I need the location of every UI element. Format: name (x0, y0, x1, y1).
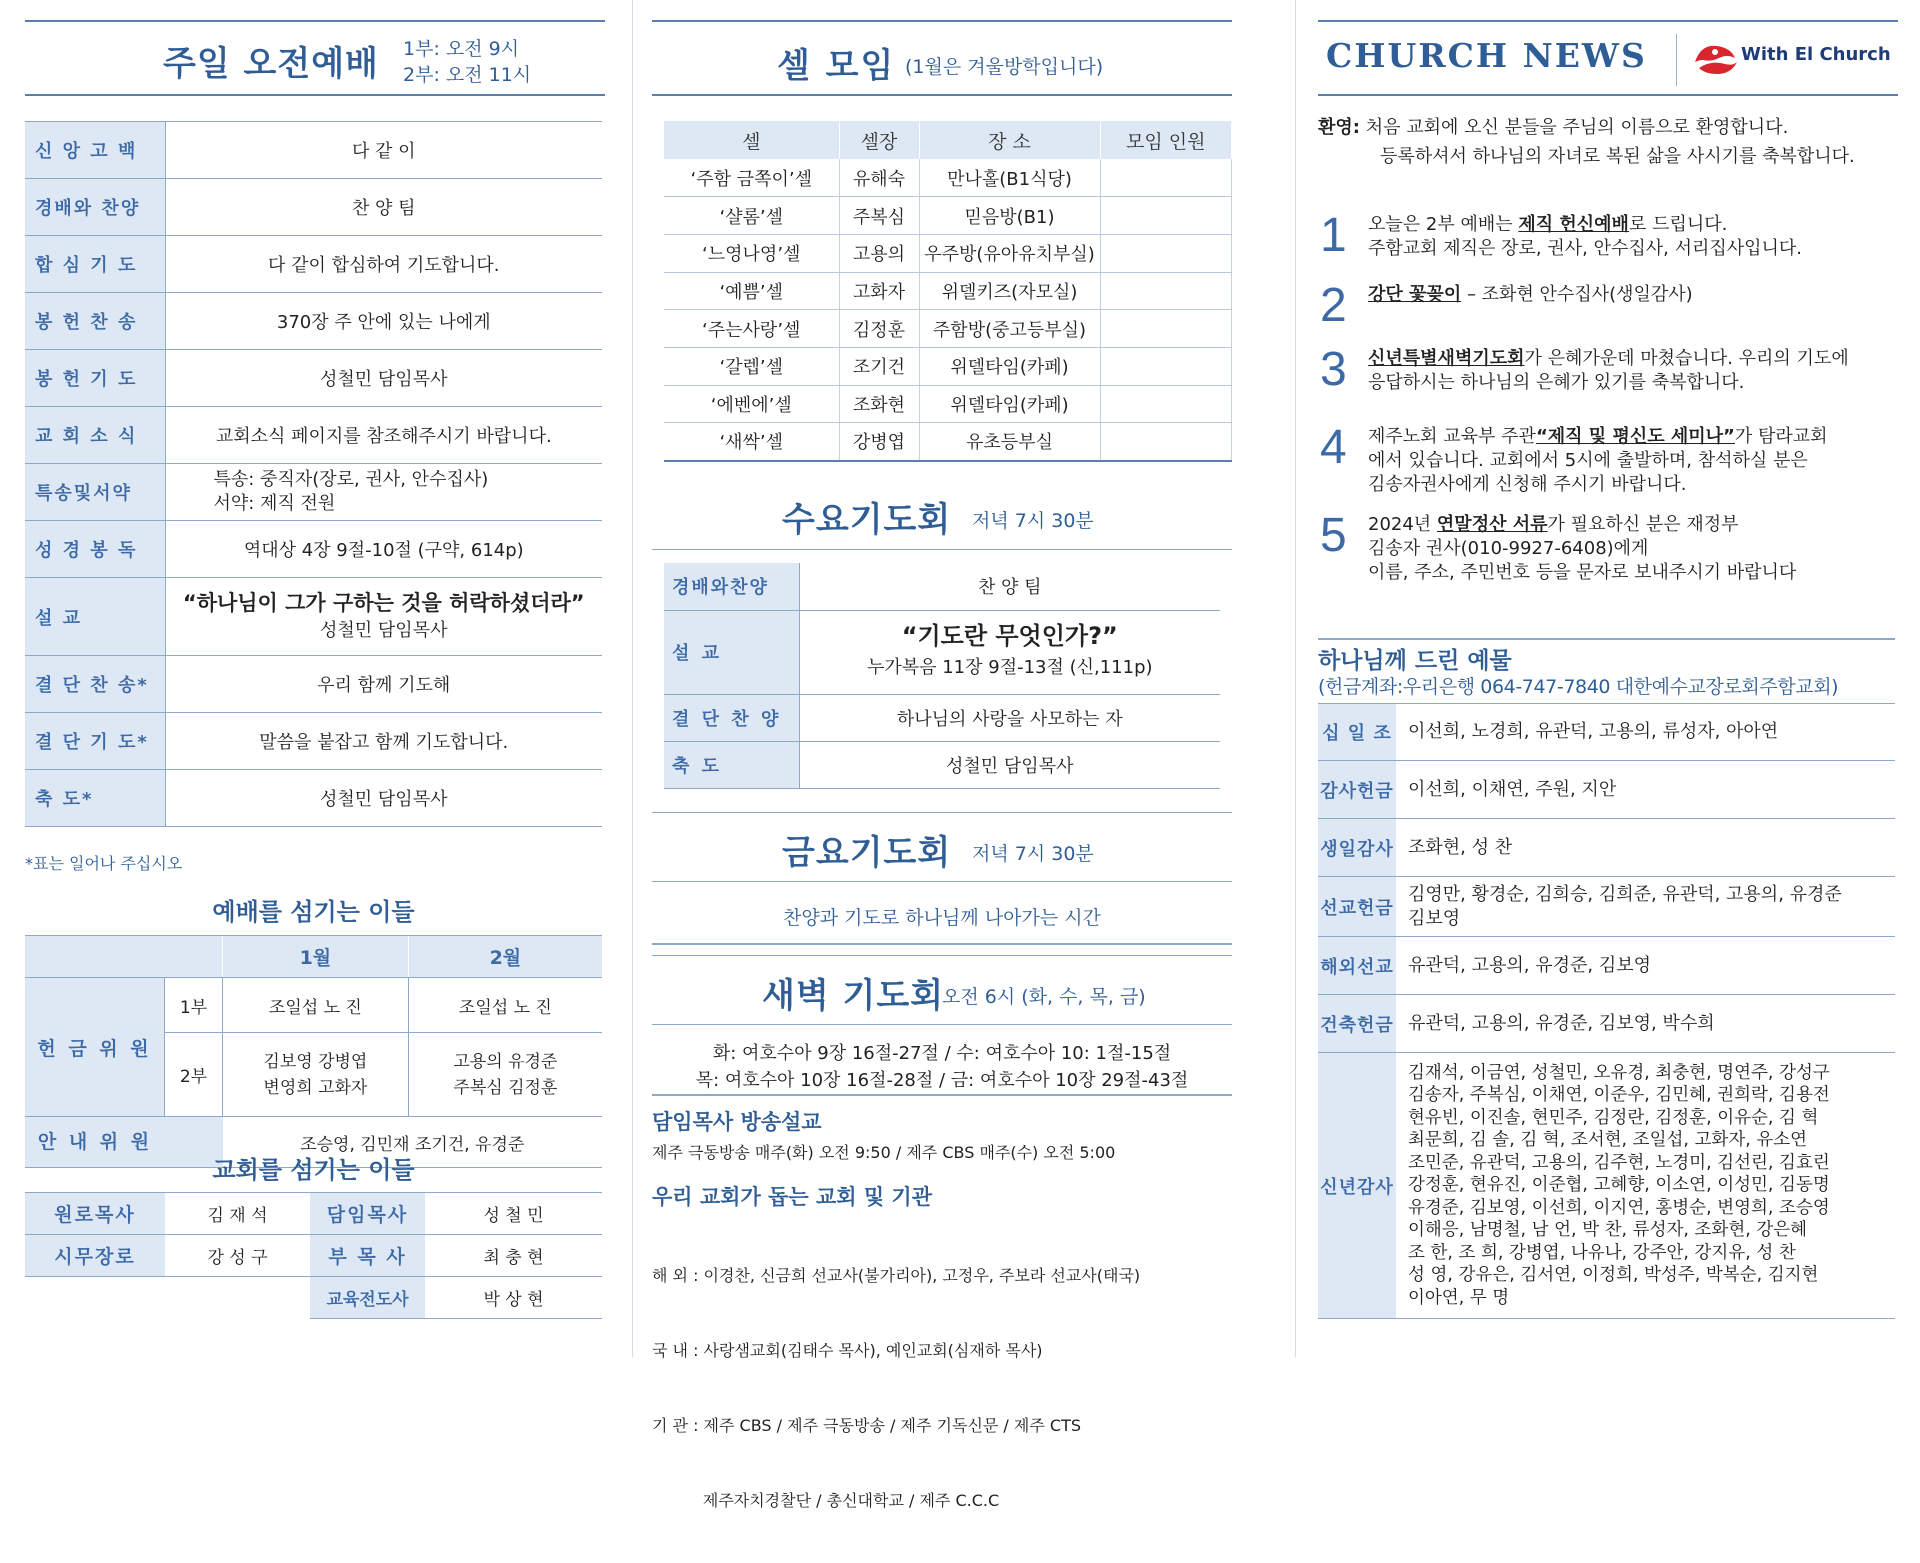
table-row: 감사헌금 이선희, 이채연, 주원, 지안 (1318, 761, 1895, 819)
cell-subtitle: (1월은 겨울방학입니다) (905, 56, 1104, 78)
news-title: CHURCH NEWS (1326, 36, 1647, 75)
servers-title: 예배를 섬기는 이들 (212, 898, 415, 926)
dawn-scripture: 화: 여호수아 9장 16절-27절 / 수: 여호수아 10: 1절-15절 목: 여호수아 10장 16절-28절 / 금: 여호수아 10장 29절-43절 (695, 1043, 1189, 1091)
table-row: ‘샬롬’셀 주복심 믿음방(B1) (664, 197, 1232, 235)
cell-table (664, 121, 1232, 462)
gatherings-column (652, 0, 1232, 1510)
table-row: 특송및서약 특송: 중직자(장로, 권사, 안수집사) 서약: 제직 전원 (25, 464, 602, 521)
column-divider (1295, 0, 1296, 1357)
table-row: 경배와찬양 찬 양 팀 (664, 563, 1220, 610)
dawn-prayer-header: 새벽 기도회 오전 6시 (화, 수, 목, 금) (652, 955, 1232, 1025)
table-row: 원로목사 김 재 석 담임목사 성 철 민 (25, 1193, 602, 1235)
leaders-table (25, 1192, 602, 1319)
table-row: ‘주함 금쪽이’셀 유해숙 만나홀(B1식당) (664, 159, 1232, 197)
table-row: 교 회 소 식 교회소식 페이지를 참조해주시기 바랍니다. (25, 407, 602, 464)
table-row: 해외선교 유관덕, 고용의, 유경준, 김보영 (1318, 937, 1895, 995)
table-row: ‘주는사랑’셀 김정훈 주함방(중고등부실) (664, 310, 1232, 348)
sunday-service-header (25, 20, 605, 96)
leaders-title: 교회를 섬기는 이들 (212, 1156, 415, 1184)
table-row: 설 교 “하나님이 그가 구하는 것을 허락하셨더라” 성철민 담임목사 (25, 578, 602, 656)
page-title: 주일 오전예배 (163, 44, 379, 84)
sermon-title: “하나님이 그가 구하는 것을 허락하셨더라” (182, 590, 585, 615)
news-column: CHURCH NEWS With El Church 환영: 처음 교회에 오신 분들을 주님의 이름으로 환영합니다. 등록하셔서 하나님의 자녀로 복된 삶을 사시기를 축복합니다. 1 오늘은 2부 예배는 제직 헌신예배로 드립니다. 주함교회 제직은 장로, 권사, 안수집사, 서리집사입니다. 2 강단 꽃꽂이 – 조화현 안수집사(생일감사) 3 신년특별새벽기도회가 은혜가운데 마쳤습니다. 우리의 기도에 응답하시는 하나님의 은혜가 있기를 축복합니다. 4 제주노회 교육부 주관“제직 및 평신도 세미나”가 탐라교회 에서 있습니다. 교회에서 5시에 출발하며, 참석하실 분은 김송자권사에게 신청해 주시기 바랍니다. 5 2024년 연말정산 서류가 필요하신 분은 재정부 김송자 권사(010-9927-6408)에게 이름, 주소, 주민번호 등을 문자로 보내주시기 바랍니다 하나님께 드린 예물 (헌금계좌:우리은행 064-747-7840 대한예수교장로회주함교회) 십 일 조 이선희, 노경희, 유관덕, 고용의, 류성자, 아아연 감사헌금 이선희, 이채연, 주원, 지안 생일감사 조화현, 성 찬 선교헌금 김영만, 황경순, 김희승, 김희준, 유관덕, 고용의, 유경준 김보영 해외선교 유관덕, 고용의, 유경준, 김보영 건축헌금 유관덕, 고용의, 유경준, 김보영, 박수희 신년감사 김재석, 이금연, 성철민, 오유경, 최충현, 명연주, 강성구 김송자, 주복심, 이채연, 이준우, 김민혜, 권희락, 김용전 현유빈, 이진솔, 현민주, 김정란, 김정훈, 이유순, 김 혁 최문희, 김 솔, 김 혁, 조서현, 조일섭, 고화자, 유소연 조민준, 유관덕, 고용의, 김주현, 노경미, 김선린, 김효린 강정훈, 현유진, 이준협, 고혜향, 이소연, 이성민, 김동명 유경준, 김보영, 이선희, 이지연, 홍병순, 변영희, 조승영 이해응, 남명철, 남 언, 박 찬, 류성자, 조화현, 강은혜 조 한, 조 희, 강병엽, 나유나, 강주안, 강지유, 성 찬 성 영, 강유은, 김서연, 이정희, 박성주, 박복순, 김지현 이아연, 무 명 (1318, 0, 1898, 1357)
servers-table (25, 935, 602, 1168)
friday-description: 찬양과 기도로 하나님께 나아가는 시간 (783, 907, 1101, 929)
table-row: ‘에벤에’셀 조화현 위델타임(카페) (664, 385, 1232, 423)
table-row: 십 일 조 이선희, 노경희, 유관덕, 고용의, 류성자, 아아연 (1318, 704, 1895, 761)
table-row: ‘느영나영’셀 고용의 우주방(유아유치부실) (664, 234, 1232, 272)
church-logo-icon (1691, 36, 1739, 80)
welcome-message: 환영: 처음 교회에 오신 분들을 주님의 이름으로 환영합니다. 등록하셔서 하나님의 자녀로 복된 삶을 사시기를 축복합니다. (1318, 117, 1855, 167)
table-row: ‘예쁨’셀 고화자 위델키즈(자모실) (664, 272, 1232, 310)
service-order-table (25, 121, 602, 827)
table-row: 생일감사 조화현, 성 찬 (1318, 819, 1895, 877)
wednesday-header: 수요기도회 저녁 7시 30분 (652, 480, 1232, 550)
table-row: 선교헌금 김영만, 황경순, 김희승, 김희준, 유관덕, 고용의, 유경준 김보영 (1318, 877, 1895, 937)
table-row: 건축헌금 유관덕, 고용의, 유경준, 김보영, 박수희 (1318, 995, 1895, 1053)
table-row: 안 내 위 원 조승영, 김민재 조기건, 유경준 (25, 1117, 602, 1168)
column-divider (632, 0, 633, 1357)
friday-header: 금요기도회 저녁 7시 30분 (652, 812, 1232, 882)
table-row: 봉 헌 찬 송 370장 주 안에 있는 나에게 (25, 293, 602, 350)
logo-wordmark: With El Church (1741, 44, 1891, 65)
support-title: 우리 교회가 돕는 교회 및 기관 (652, 1185, 932, 1209)
offering-title: 하나님께 드린 예물 (1318, 648, 1512, 674)
table-row: 결 단 찬 양 하나님의 사랑을 사모하는 자 (664, 694, 1220, 741)
standing-note: *표는 일어나 주십시오 (25, 854, 183, 873)
table-row: 신년감사 김재석, 이금연, 성철민, 오유경, 최충현, 명연주, 강성구 김송자, 주복심, 이채연, 이준우, 김민혜, 권희락, 김용전 현유빈, 이진솔, 현민주, 김정란, 김정훈, 이유순, 김 혁 최문희, 김 솔, 김 혁, 조서현, 조일섭, 고화자, 유소연 조민준, 유관덕, 고용의, 김주현, 노경미, 김선린, 김효린 강정훈, 현유진, 이준협, 고혜향, 이소연, 이성민, 김동명 유경준, 김보영, 이선희, 이지연, 홍병순, 변영희, 조승영 이해응, 남명철, 남 언, 박 찬, 류성자, 조화현, 강은혜 조 한, 조 희, 강병엽, 나유나, 강주안, 강지유, 성 찬 성 영, 강유은, 김서연, 이정희, 박성주, 박복순, 김지현 이아연, 무 명 (1318, 1053, 1895, 1319)
table-row: 김보영 강병엽 변영희 고화자 고용의 유경준 주복심 김정훈 (25, 1033, 602, 1117)
table-row: 셀 셀장 장 소 모임 인원 (664, 121, 1232, 159)
service-times: 1부: 오전 9시 2부: 오전 11시 (403, 38, 532, 86)
table-row: 헌 금 위 원 1부 2부 조일섭 노 진 조일섭 노 진 (25, 978, 602, 1033)
news-header (1318, 20, 1898, 96)
table-row: 결 단 기 도* 말씀을 붙잡고 함께 기도합니다. (25, 713, 602, 770)
table-row: 결 단 찬 송* 우리 함께 기도해 (25, 656, 602, 713)
worship-column (25, 0, 605, 1357)
offering-account: (헌금계좌:우리은행 064-747-7840 대한예수교장로회주함교회) (1318, 676, 1839, 698)
table-row: 성 경 봉 독 역대상 4장 9절-10절 (구약, 614p) (25, 521, 602, 578)
table-row: 봉 헌 기 도 성철민 담임목사 (25, 350, 602, 407)
table-row: ‘새싹’셀 강병엽 유초등부실 (664, 423, 1232, 461)
table-row: 신 앙 고 백 다 같 이 (25, 122, 602, 179)
broadcast-text: 제주 극동방송 매주(화) 오전 9:50 / 제주 CBS 매주(수) 오전 5:00 (652, 1143, 1116, 1162)
table-row: 축 도 성철민 담임목사 (664, 741, 1220, 788)
table-row: 합 심 기 도 다 같이 합심하여 기도합니다. (25, 236, 602, 293)
broadcast-title: 담임목사 방송설교 (652, 1110, 822, 1134)
wednesday-order-table (664, 563, 1220, 789)
cell-meeting-header (652, 20, 1232, 96)
table-row: 교육전도사 박 상 현 (25, 1277, 602, 1319)
table-row: 경배와 찬양 찬 양 팀 (25, 179, 602, 236)
offering-table (1318, 703, 1895, 1319)
cell-title: 셀 모임 (777, 46, 896, 86)
church-logo (1691, 36, 1891, 82)
table-row: 축 도* 성철민 담임목사 (25, 770, 602, 827)
support-list: 해 외 : 이경찬, 신금희 선교사(불가리아), 고정우, 주보라 선교사(태국) 국 내 : 사랑샘교회(김태수 목사), 예인교회(심재하 목사) 기 관 : 제주 CBS / 제주 극동방송 / 제주 기독신문 / 제주 CTS 제주자치경찰단 / 총신대학교 / 제주 C.C.C (652, 1266, 1141, 1510)
table-row: 시무장로 강 성 구 부 목 사 최 충 현 (25, 1235, 602, 1277)
table-row: ‘갈렙’셀 조기건 위델타임(카페) (664, 347, 1232, 385)
table-row: 설 교 “기도란 무엇인가?” 누가복음 11장 9절-13절 (신,111p) (664, 610, 1220, 694)
table-row: 1월 2월 (25, 936, 602, 978)
